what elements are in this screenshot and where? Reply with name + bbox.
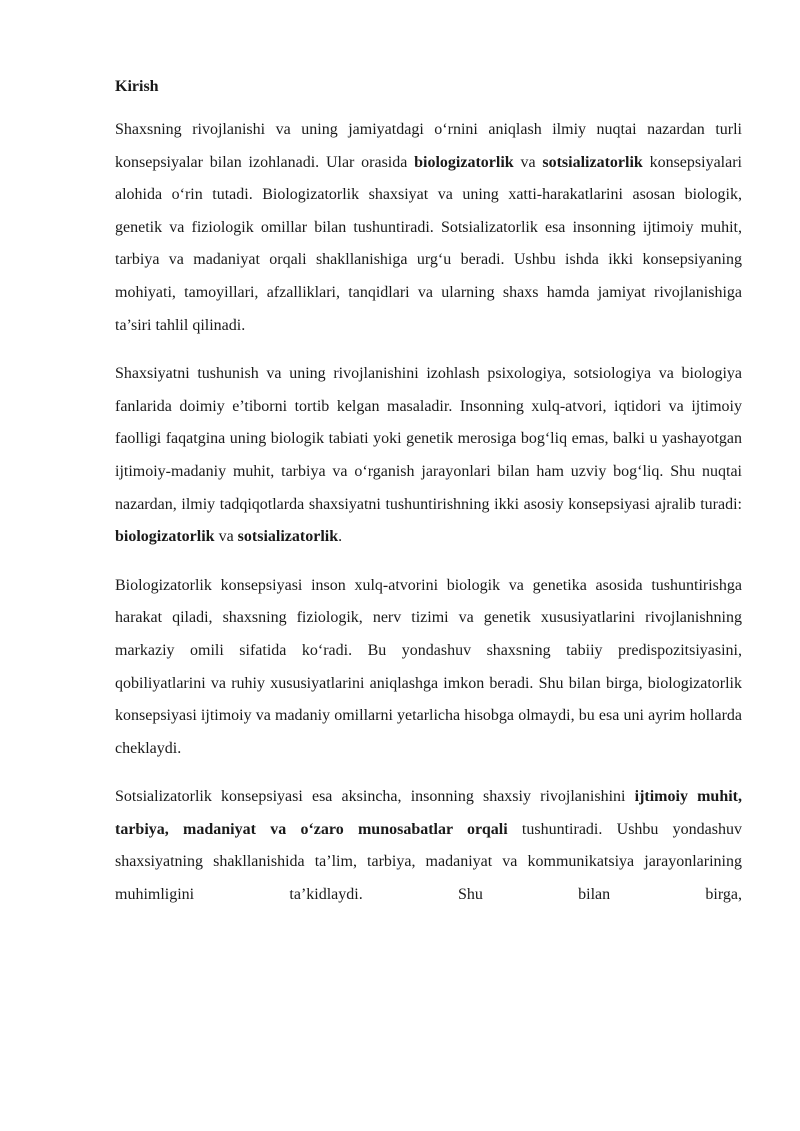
text-run: va: [214, 528, 238, 546]
section-heading: Kirish: [115, 78, 159, 95]
text-run: Shaxsning rivojlanishi va uning jamiyatdagi o‘rnini aniqlash ilmiy nuqtai nazardan turli konsepsiyalar bilan izohlanadi. Ular orasida: [115, 121, 742, 171]
paragraph: [115, 358, 742, 554]
text-run: Shaxsiyatni tushunish va uning rivojlanishini izohlash psixologiya, sotsiologiya va biologiya fanlarida doimiy e’tiborni tortib kelgan masaladir. Insonning xulq-atvori, iqtidori va ijtimoiy faolligi faqatgina uning biologik tabiati yoki genetik merosiga bog‘liq emas, balki u yashayotgan ijtimoiy-madaniy muhit, tarbiya va o‘rganish jarayonlari bilan ham uzviy bog‘liq. Shu nuqtai nazardan, ilmiy tadqiqotlarda shaxsiyatni tushuntirishning ikki asosiy konsepsiyasi ajralib turadi:: [115, 365, 742, 513]
paragraph: [115, 781, 742, 911]
document-body: [115, 73, 742, 928]
text-run: konsepsiyalari alohida o‘rin tutadi. Biologizatorlik shaxsiyat va uning xatti-harakatlarini asosan biologik, genetik va fiziologik omillar bilan tushuntiradi. Sotsializatorlik esa insonning ijtimoiy muhit, tarbiya va madaniyat orqali shakllanishiga urg‘u beradi. Ushbu ishda ikki konsepsiyaning mohiyati, tamoyillari, afzalliklari, tanqidlari va ularning shaxs hamda jamiyat rivojlanishiga ta’siri tahlil qilinadi.: [115, 153, 742, 334]
bold-term: sotsializatorlik: [542, 153, 643, 171]
bold-term: ijtimoiy muhit, tarbiya, madaniyat va o‘zaro munosabatlar orqali: [115, 788, 743, 838]
bold-term: sotsializatorlik: [237, 528, 339, 546]
text-run: tushuntiradi. Ushbu yondashuv shaxsiyatning shakllanishida ta’lim, tarbiya, madaniyat va kommunikatsiya jarayonlarining muhimligini ta’kidlaydi. Shu bilan birga,: [115, 820, 743, 904]
paragraph-list: [115, 114, 742, 912]
paragraph: [115, 570, 742, 766]
text-run: Sotsializatorlik konsepsiyasi esa aksincha, insonning shaxsiy rivojlanishini: [115, 788, 635, 806]
text-run: Biologizatorlik konsepsiyasi inson xulq-atvorini biologik va genetika asosida tushuntirishga harakat qiladi, shaxsning fiziologik, nerv tizimi va genetik xususiyatlarini rivojlanishning markaziy omili sifatida ko‘radi. Bu yondashuv shaxsning tabiiy predispozitsiyasini, qobiliyatlarini va ruhiy xususiyatlarini aniqlashga imkon beradi. Shu bilan birga, biologizatorlik konsepsiyasi ijtimoiy va madaniy omillarni yetarlicha hisobga olmaydi, bu esa uni ayrim hollarda cheklaydi.: [115, 576, 742, 757]
bold-term: biologizatorlik: [115, 528, 215, 546]
text-run: va: [513, 153, 543, 171]
text-run: .: [338, 528, 343, 546]
paragraph: [115, 114, 742, 342]
bold-term: biologizatorlik: [414, 153, 514, 171]
